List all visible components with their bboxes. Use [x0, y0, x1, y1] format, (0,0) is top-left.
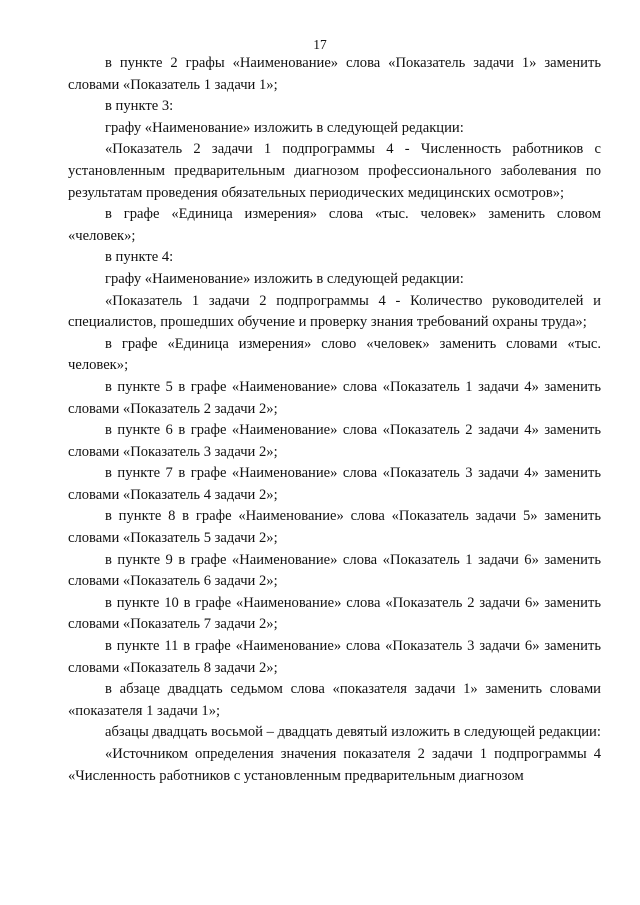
paragraph: в пункте 4:	[105, 249, 174, 266]
paragraph: в пункте 5 в графе «Наименование» слова «Показатель 1 задачи 4» заменить словами «Показатель 2 задачи 2»;	[68, 378, 601, 417]
paragraph: в пункте 7 в графе «Наименование» слова «Показатель 3 задачи 4» заменить словами «Показатель 4 задачи 2»;	[68, 465, 601, 503]
paragraph: в абзаце двадцать седьмом слова «показателя задачи 1» заменить словами «показателя 1 задачи 1»;	[68, 681, 601, 719]
document-body	[68, 53, 601, 787]
paragraph: в пункте 8 в графе «Наименование» слова «Показатель задачи 5» заменить словами «Показатель 5 задачи 2»;	[68, 508, 601, 547]
paragraph: «Источником определения значения показателя 2 задачи 1 подпрограммы 4 «Численность работников с установленным предварительным диагнозом	[68, 746, 601, 784]
paragraph: «Показатель 2 задачи 1 подпрограммы 4 - Численность работников с установленным предварительным диагнозом профессионального заболевания по результатам проведения обязательных периодических медицинских осмотров»;	[68, 141, 601, 201]
paragraph: в пункте 3:	[105, 98, 174, 115]
paragraph: в графе «Единица измерения» слово «человек» заменить словами «тыс. человек»;	[68, 335, 601, 374]
paragraph: в пункте 9 в графе «Наименование» слова «Показатель 1 задачи 6» заменить словами «Показатель 6 задачи 2»;	[68, 551, 601, 590]
paragraph: графу «Наименование» изложить в следующей редакции:	[105, 119, 464, 136]
paragraph: в пункте 2 графы «Наименование» слова «Показатель задачи 1» заменить словами «Показатель 1 задачи 1»;	[68, 55, 601, 93]
paragraph: в пункте 10 в графе «Наименование» слова «Показатель 2 задачи 6» заменить словами «Показатель 7 задачи 2»;	[68, 594, 601, 633]
paragraph: в пункте 6 в графе «Наименование» слова «Показатель 2 задачи 4» заменить словами «Показатель 3 задачи 2»;	[68, 422, 601, 460]
paragraph: «Показатель 1 задачи 2 подпрограммы 4 - Количество руководителей и специалистов, прошедших обучение и проверку знания требований охраны труда»;	[68, 292, 601, 331]
page-number: 17	[313, 37, 327, 52]
paragraph: в графе «Единица измерения» слова «тыс. человек» заменить словом «человек»;	[68, 206, 601, 244]
paragraph: в пункте 11 в графе «Наименование» слова «Показатель 3 задачи 6» заменить словами «Показатель 8 задачи 2»;	[68, 638, 601, 676]
paragraph: графу «Наименование» изложить в следующей редакции:	[105, 270, 464, 287]
paragraph: абзацы двадцать восьмой – двадцать девятый изложить в следующей редакции:	[105, 724, 601, 741]
